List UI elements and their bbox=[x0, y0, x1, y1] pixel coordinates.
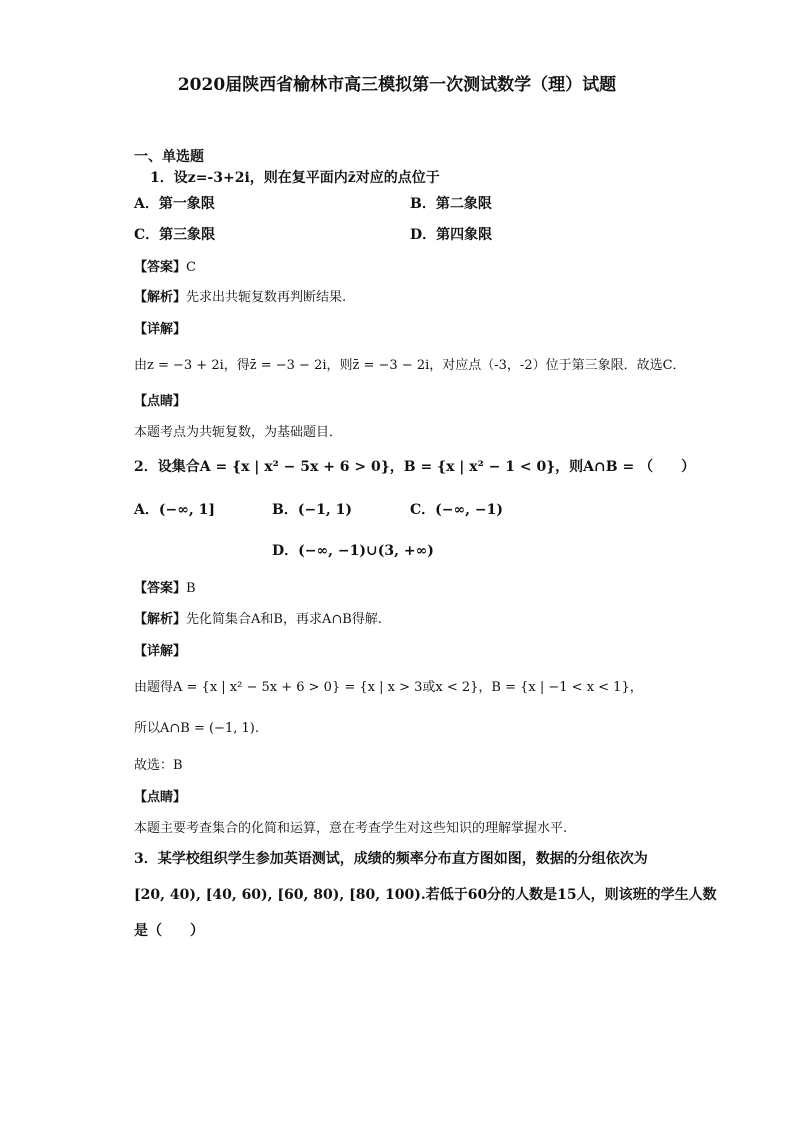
q1-answer bbox=[134, 256, 196, 275]
q1-detail-label: 【详解】 bbox=[134, 322, 187, 337]
q2-option-a: A．(−∞, 1] bbox=[134, 502, 215, 518]
q2-detail-line-1: 由题得A = {x | x² − 5x + 6 > 0} = {x | x > 3或x < 2}，B = {x | −1 < x < 1}， bbox=[134, 680, 643, 695]
q1-analysis-text: 先求出共轭复数再判断结果. bbox=[186, 290, 347, 305]
q3-stem-line-2: [20, 40), [40, 60), [60, 80), [80, 100).若低于60分的人数是15人，则该班的学生人数 bbox=[134, 887, 717, 903]
q1-stem: 1．设z=-3+2i，则在复平面内z̄对应的点位于 bbox=[150, 170, 440, 186]
section-heading: 一、单选题 bbox=[134, 149, 204, 165]
q3-stem-line-1: 3．某学校组织学生参加英语测试，成绩的频率分布直方图如图，数据的分组依次为 bbox=[134, 851, 648, 867]
q1-answer-label: 【答案】 bbox=[134, 260, 187, 275]
q2-option-c: C．(−∞, −1) bbox=[410, 502, 504, 518]
q2-comment: 本题主要考查集合的化简和运算，意在考查学生对这些知识的理解掌握水平. bbox=[134, 821, 568, 836]
q1-detail: 由z = −3 + 2i，得z̄ = −3 − 2i，则z̄ = −3 − 2i，对应点（-3，-2）位于第三象限．故选C． bbox=[134, 358, 686, 373]
q1-option-b: B．第二象限 bbox=[410, 196, 492, 212]
q2-option-b: B．(−1, 1) bbox=[272, 502, 353, 518]
q1-comment: 本题考点为共轭复数，为基础题目． bbox=[134, 425, 343, 440]
q2-analysis-label: 【解析】 bbox=[134, 612, 187, 627]
q1-analysis-label: 【解析】 bbox=[134, 290, 187, 305]
q2-answer bbox=[134, 577, 196, 596]
q1-answer-value: C bbox=[186, 260, 196, 275]
q2-detail-line-2: 所以A∩B = (−1, 1). bbox=[134, 721, 259, 736]
q2-detail-line-3: 故选：B bbox=[134, 758, 183, 773]
q2-option-d: D．(−∞, −1)∪(3, +∞) bbox=[272, 543, 434, 559]
q3-stem-line-3: 是（ ） bbox=[134, 923, 204, 939]
q1-option-a: A．第一象限 bbox=[134, 196, 215, 212]
q1-comment-label: 【点睛】 bbox=[134, 394, 187, 409]
q2-analysis bbox=[134, 608, 382, 627]
q2-answer-label: 【答案】 bbox=[134, 581, 187, 596]
q2-detail-label: 【详解】 bbox=[134, 644, 187, 659]
q2-comment-label: 【点睛】 bbox=[134, 790, 187, 805]
q2-analysis-text: 先化简集合A和B，再求A∩B得解. bbox=[186, 612, 382, 627]
q1-analysis bbox=[134, 286, 346, 305]
q2-answer-value: B bbox=[186, 581, 196, 596]
q1-option-d: D．第四象限 bbox=[410, 227, 493, 243]
q2-stem: 2．设集合A = {x | x² − 5x + 6 > 0}，B = {x | x² − 1 < 0}，则A∩B = （ ） bbox=[134, 459, 696, 475]
page-title: 2020届陕西省榆林市高三模拟第一次测试数学（理）试题 bbox=[177, 75, 617, 95]
q1-option-c: C．第三象限 bbox=[134, 227, 216, 243]
